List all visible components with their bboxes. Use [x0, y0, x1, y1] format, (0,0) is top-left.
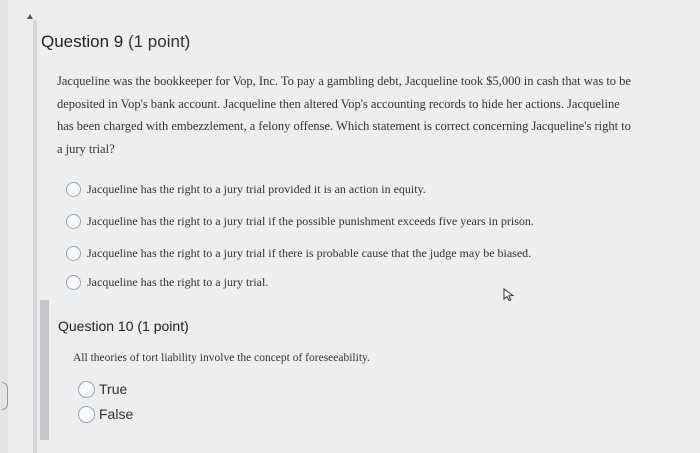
question-9-option-4[interactable]	[66, 272, 268, 292]
option-label: False	[99, 406, 134, 422]
option-label: Jacqueline has the right to a jury trial if there is probable cause that the judge may be biased.	[87, 245, 532, 260]
radio-button[interactable]	[66, 182, 81, 197]
question-9-text: Jacqueline was the bookkeeper for Vop, Inc. To pay a gambling debt, Jacqueline took $5,000 in cash that was to be deposited in Vop's bank account. Jacqueline then altered Vop's accounting records to hide her actions. Jacqueline has been charged with embezzlement, a felony offense. Which statement is correct concerning Jacqueline's right to a jury trial?	[57, 74, 631, 156]
question-9-option-3[interactable]	[66, 243, 531, 263]
radio-button[interactable]	[78, 406, 95, 423]
side-tab-handle[interactable]	[2, 382, 8, 410]
radio-button[interactable]	[78, 381, 95, 398]
radio-button[interactable]	[66, 246, 81, 261]
question-9-title	[41, 32, 190, 52]
question-divider	[33, 20, 37, 453]
pointer-cursor-icon	[502, 288, 516, 302]
collapse-arrow-icon[interactable]	[27, 14, 33, 19]
question-9-option-1[interactable]	[66, 179, 426, 199]
question-10-points: (1 point)	[137, 318, 189, 334]
question-10-option-true[interactable]	[78, 379, 127, 399]
radio-button[interactable]	[66, 275, 81, 290]
option-label: Jacqueline has the right to a jury trial provided it is an action in equity.	[87, 181, 426, 196]
question-10-bar	[40, 300, 49, 440]
option-label: True	[99, 381, 128, 397]
question-9-number: Question 9	[41, 32, 124, 51]
question-9-option-2[interactable]	[66, 211, 534, 231]
option-label: Jacqueline has the right to a jury trial if the possible punishment exceeds five years in prison.	[87, 213, 534, 228]
question-10-title	[58, 318, 189, 334]
option-label: Jacqueline has the right to a jury trial.	[87, 274, 269, 289]
question-9-points: (1 point)	[127, 32, 191, 51]
question-10-number: Question 10	[58, 318, 134, 334]
question-10-option-false[interactable]	[78, 404, 133, 424]
radio-button[interactable]	[66, 214, 81, 229]
question-10-text: All theories of tort liability involve the concept of foreseeability.	[73, 352, 370, 364]
